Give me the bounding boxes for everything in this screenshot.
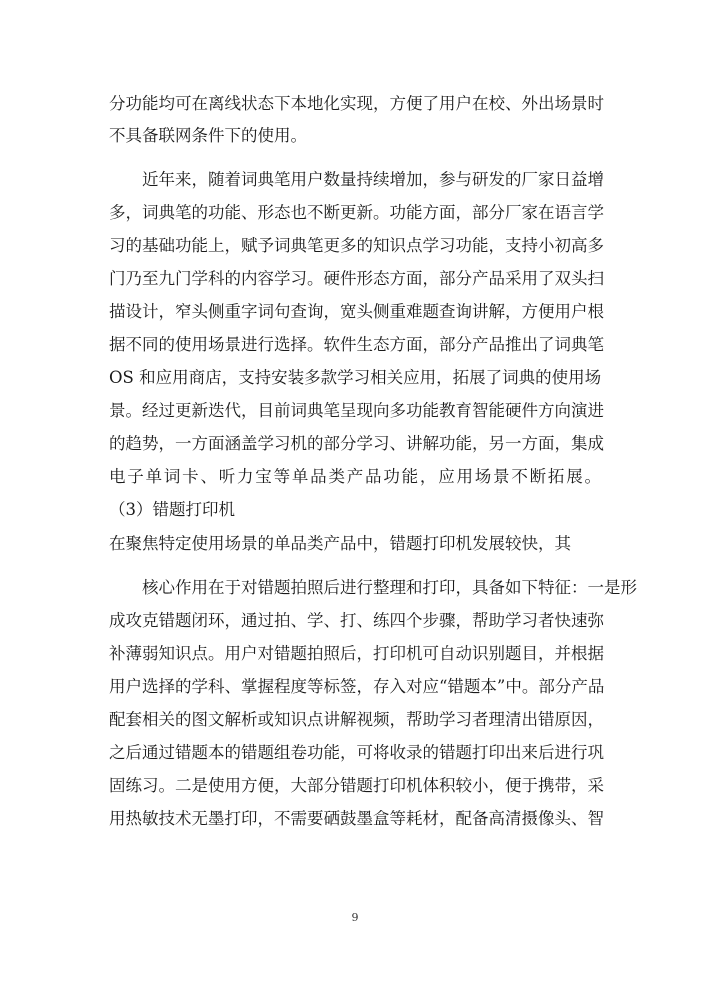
section-heading: 在聚焦特定使用场景的单品类产品中，错题打印机发展较快，其	[109, 534, 571, 553]
text-line: OS 和应用商店，支持安装多款学习相关应用，拓展了词典的使用场	[109, 368, 602, 387]
text-line: 成攻克错题闭环，通过拍、学、打、练四个步骤，帮助学习者快速弥	[109, 611, 604, 630]
text-line: 近年来，随着词典笔用户数量持续增加，参与研发的厂家日益增	[142, 170, 604, 189]
text-line: 据不同的使用场景进行选择。软件生态方面，部分产品推出了词典笔	[109, 335, 604, 354]
text-line: 核心作用在于对错题拍照后进行整理和打印，具备如下特征：一是形	[142, 578, 637, 597]
text-line: 景。经过更新迭代，目前词典笔呈现向多功能教育智能硬件方向演进	[109, 401, 604, 420]
text-line: 用户选择的学科、掌握程度等标签，存入对应“错题本”中。部分产品	[109, 677, 605, 696]
text-line: （3）错题打印机	[109, 500, 235, 519]
text-line: 习的基础功能上，赋予词典笔更多的知识点学习功能，支持小初高多	[109, 236, 604, 255]
text-line: 门乃至九门学科的内容学习。硬件形态方面，部分产品采用了双头扫	[109, 269, 604, 288]
text-line: 配套相关的图文解析或知识点讲解视频，帮助学习者理清出错原因，	[109, 710, 604, 729]
page-number: 9	[351, 911, 359, 924]
text-line: 分功能均可在离线状态下本地化实现，方便了用户在校、外出场景时	[109, 94, 604, 113]
text-line: 多，词典笔的功能、形态也不断更新。功能方面，部分厂家在语言学	[109, 203, 604, 222]
text-line: 描设计，窄头侧重字词句查询，宽头侧重难题查询讲解，方便用户根	[109, 302, 604, 321]
text-line: 之后通过错题本的错题组卷功能，可将收录的错题打印出来后进行巩	[109, 743, 604, 762]
text-line: 补薄弱知识点。用户对错题拍照后，打印机可自动识别题目，并根据	[109, 644, 604, 663]
text-line: 的趋势，一方面涵盖学习机的部分学习、讲解功能，另一方面，集成	[109, 434, 604, 453]
text-line: 不具备联网条件下的使用。	[109, 126, 307, 145]
text-line: 固练习。二是使用方便，大部分错题打印机体积较小，便于携带，采	[109, 776, 604, 795]
text-line: 电子单词卡、听力宝等单品类产品功能，应用场景不断拓展。	[109, 467, 601, 486]
text-line: 用热敏技术无墨打印，不需要硒鼓墨盒等耗材，配备高清摄像头、智	[109, 809, 604, 828]
